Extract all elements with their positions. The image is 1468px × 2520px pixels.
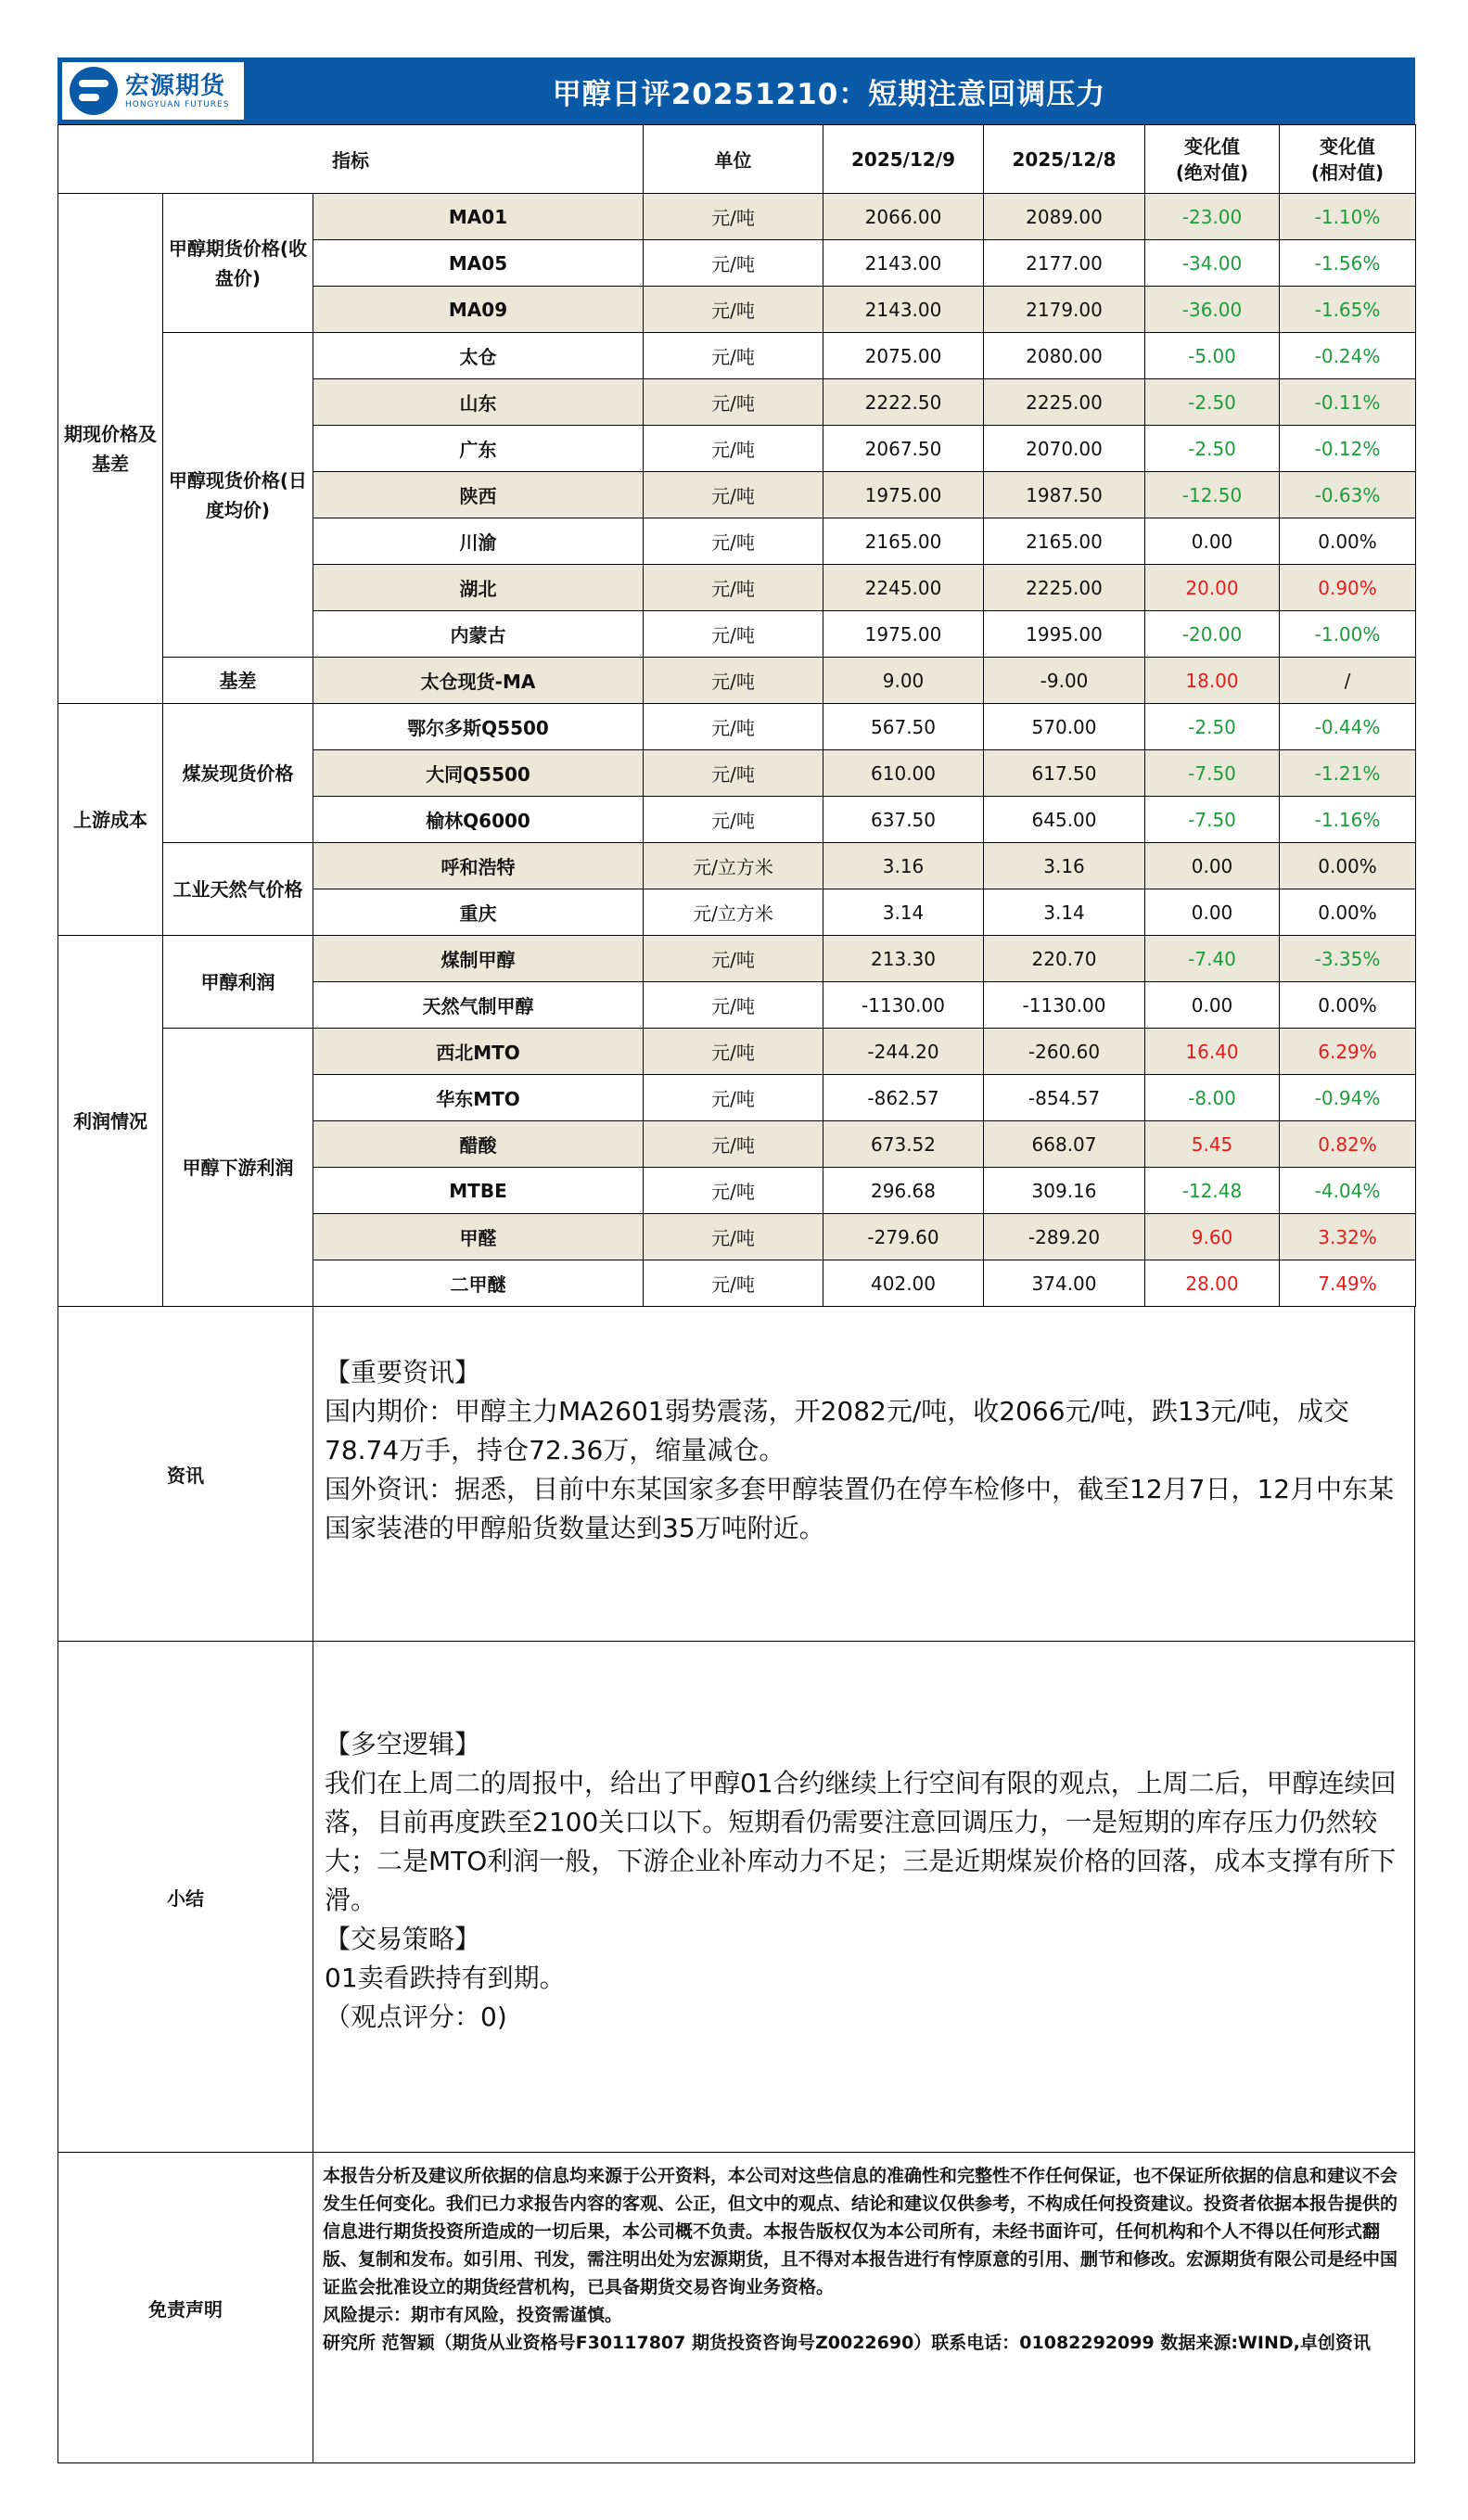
abs-change: -2.50 <box>1145 379 1280 426</box>
indicator-name: MTBE <box>313 1168 644 1214</box>
category-spot-basis: 期现价格及基差 <box>58 194 163 704</box>
unit-cell: 元/吨 <box>644 1121 823 1168</box>
value-date-2: -1130.00 <box>984 982 1145 1029</box>
rel-change: -1.16% <box>1280 797 1416 843</box>
value-date-1: 610.00 <box>823 750 984 797</box>
col-indicator: 指标 <box>58 125 644 194</box>
col-date-2: 2025/12/8 <box>984 125 1145 194</box>
value-date-2: 2165.00 <box>984 518 1145 565</box>
disclaimer-section <box>57 2153 1415 2463</box>
rel-change: 0.82% <box>1280 1121 1416 1168</box>
value-date-2: 2225.00 <box>984 565 1145 611</box>
abs-change: 0.00 <box>1145 843 1280 889</box>
unit-cell: 元/吨 <box>644 472 823 518</box>
unit-cell: 元/吨 <box>644 240 823 287</box>
summary-content <box>313 1642 1414 2152</box>
indicator-name: MA01 <box>313 194 644 240</box>
abs-change: -7.50 <box>1145 797 1280 843</box>
value-date-2: 3.16 <box>984 843 1145 889</box>
value-date-1: 402.00 <box>823 1260 984 1307</box>
col-unit: 单位 <box>644 125 823 194</box>
unit-cell: 元/吨 <box>644 518 823 565</box>
value-date-2: 2225.00 <box>984 379 1145 426</box>
indicator-name: 煤制甲醇 <box>313 936 644 982</box>
summary-section <box>57 1642 1415 2153</box>
value-date-1: -862.57 <box>823 1075 984 1121</box>
value-date-2: 570.00 <box>984 704 1145 750</box>
disclaimer-text: 本报告分析及建议所依据的信息均来源于公开资料，本公司对这些信息的准确性和完整性不作任何保证，也不保证所依据的信息和建议不会发生任何变化。我们已力求报告内容的客观、公正，但文中的观点、结论和建议仅供参考，不构成任何投资建议。投资者依据本报告提供的信息进行期货投资所造成的一切后果，本公司概不负责。本报告版权仅为本公司所有，未经书面许可，任何机构和个人不得以任何形式翻版、复制和发布。如引用、刊发，需注明出处为宏源期货，且不得对本报告进行有悖原意的引用、删节和修改。宏源期货有限公司是经中国证监会批准设立的期货经营机构，已具备期货交易咨询业务资格。 <box>323 2166 1398 2297</box>
logic-heading: 【多空逻辑】 <box>325 1729 481 1759</box>
abs-change: -7.40 <box>1145 936 1280 982</box>
news-foreign: 国外资讯：据悉，目前中东某国家多套甲醇装置仍在停车检修中，截至12月7日，12月中东某国家装港的甲醇船货数量达到35万吨附近。 <box>325 1474 1395 1543</box>
col-date-1: 2025/12/9 <box>823 125 984 194</box>
abs-change: -7.50 <box>1145 750 1280 797</box>
indicator-name: 天然气制甲醇 <box>313 982 644 1029</box>
category-upstream-cost: 上游成本 <box>58 704 163 936</box>
value-date-1: 2143.00 <box>823 287 984 333</box>
summary-label: 小结 <box>58 1642 313 2152</box>
value-date-1: 2245.00 <box>823 565 984 611</box>
sub-spot-price: 甲醇现货价格(日度均价) <box>163 333 313 658</box>
unit-cell: 元/吨 <box>644 750 823 797</box>
rel-change: 7.49% <box>1280 1260 1416 1307</box>
indicator-name: 大同Q5500 <box>313 750 644 797</box>
sub-basis: 基差 <box>163 658 313 704</box>
logo-name-cn: 宏源期货 <box>125 72 226 100</box>
value-date-2: -854.57 <box>984 1075 1145 1121</box>
rel-change: 0.00% <box>1280 889 1416 936</box>
abs-change: 16.40 <box>1145 1029 1280 1075</box>
unit-cell: 元/吨 <box>644 982 823 1029</box>
unit-cell: 元/吨 <box>644 797 823 843</box>
value-date-2: -260.60 <box>984 1029 1145 1075</box>
news-content <box>313 1307 1414 1641</box>
rel-change: -0.11% <box>1280 379 1416 426</box>
abs-change: -2.50 <box>1145 704 1280 750</box>
value-date-2: 1995.00 <box>984 611 1145 658</box>
value-date-1: 673.52 <box>823 1121 984 1168</box>
abs-change: 0.00 <box>1145 889 1280 936</box>
rel-change: -0.94% <box>1280 1075 1416 1121</box>
rel-change: -1.21% <box>1280 750 1416 797</box>
value-date-1: 2075.00 <box>823 333 984 379</box>
view-score: （观点评分：0) <box>325 2002 507 2032</box>
disclaimer-label: 免责声明 <box>58 2153 313 2462</box>
abs-change: 0.00 <box>1145 518 1280 565</box>
unit-cell: 元/吨 <box>644 1260 823 1307</box>
indicator-name: 鄂尔多斯Q5500 <box>313 704 644 750</box>
unit-cell: 元/吨 <box>644 1075 823 1121</box>
value-date-2: 1987.50 <box>984 472 1145 518</box>
unit-cell: 元/吨 <box>644 333 823 379</box>
indicator-name: 重庆 <box>313 889 644 936</box>
news-section <box>57 1307 1415 1642</box>
report <box>57 58 1415 2463</box>
abs-change: 18.00 <box>1145 658 1280 704</box>
table-row <box>58 333 1416 379</box>
table-row <box>58 194 1416 240</box>
indicator-name: 湖北 <box>313 565 644 611</box>
indicator-name: 山东 <box>313 379 644 426</box>
indicator-name: 华东MTO <box>313 1075 644 1121</box>
value-date-1: 3.16 <box>823 843 984 889</box>
indicator-name: 榆林Q6000 <box>313 797 644 843</box>
col-rel-change: 变化值 (相对值) <box>1280 125 1416 194</box>
abs-change: -8.00 <box>1145 1075 1280 1121</box>
category-profit: 利润情况 <box>58 936 163 1307</box>
unit-cell: 元/吨 <box>644 658 823 704</box>
unit-cell: 元/立方米 <box>644 889 823 936</box>
unit-cell: 元/吨 <box>644 1214 823 1260</box>
value-date-1: 637.50 <box>823 797 984 843</box>
unit-cell: 元/吨 <box>644 287 823 333</box>
value-date-2: 220.70 <box>984 936 1145 982</box>
rel-change: -1.00% <box>1280 611 1416 658</box>
rel-change: 0.90% <box>1280 565 1416 611</box>
rel-change: -0.63% <box>1280 472 1416 518</box>
abs-change: 5.45 <box>1145 1121 1280 1168</box>
unit-cell: 元/吨 <box>644 936 823 982</box>
rel-change: -0.12% <box>1280 426 1416 472</box>
value-date-2: 374.00 <box>984 1260 1145 1307</box>
value-date-2: 3.14 <box>984 889 1145 936</box>
abs-change: -20.00 <box>1145 611 1280 658</box>
value-date-2: 617.50 <box>984 750 1145 797</box>
value-date-2: 2177.00 <box>984 240 1145 287</box>
table-row <box>58 1029 1416 1075</box>
col-abs-change: 变化值 (绝对值) <box>1145 125 1280 194</box>
indicator-name: 二甲醚 <box>313 1260 644 1307</box>
indicator-name: 川渝 <box>313 518 644 565</box>
value-date-1: 9.00 <box>823 658 984 704</box>
abs-change: -12.50 <box>1145 472 1280 518</box>
rel-change: -1.10% <box>1280 194 1416 240</box>
rel-change: -0.24% <box>1280 333 1416 379</box>
table-header-row <box>58 125 1416 194</box>
news-domestic: 国内期价：甲醇主力MA2601弱势震荡，开2082元/吨，收2066元/吨，跌13元/吨，成交78.74万手，持仓72.36万，缩量减仓。 <box>325 1396 1350 1465</box>
rel-change: -3.35% <box>1280 936 1416 982</box>
value-date-2: 2080.00 <box>984 333 1145 379</box>
unit-cell: 元/吨 <box>644 704 823 750</box>
value-date-1: 2143.00 <box>823 240 984 287</box>
rel-change: -4.04% <box>1280 1168 1416 1214</box>
logic-text: 我们在上周二的周报中，给出了甲醇01合约继续上行空间有限的观点，上周二后，甲醇连续回落，目前再度跌至2100关口以下。短期看仍需要注意回调压力，一是短期的库存压力仍然较大；二是MTO利润一般，下游企业补库动力不足；三是近期煤炭价格的回落，成本支撑有所下滑。 <box>325 1768 1397 1915</box>
table-row <box>58 843 1416 889</box>
news-heading: 【重要资讯】 <box>325 1357 481 1388</box>
value-date-2: 2089.00 <box>984 194 1145 240</box>
rel-change: / <box>1280 658 1416 704</box>
unit-cell: 元/吨 <box>644 379 823 426</box>
report-header <box>57 58 1415 124</box>
table-row <box>58 658 1416 704</box>
value-date-1: 1975.00 <box>823 472 984 518</box>
value-date-2: 309.16 <box>984 1168 1145 1214</box>
rel-change: 0.00% <box>1280 518 1416 565</box>
unit-cell: 元/吨 <box>644 1029 823 1075</box>
indicator-name: MA09 <box>313 287 644 333</box>
table-row <box>58 704 1416 750</box>
logo-icon <box>70 67 118 115</box>
indicator-name: MA05 <box>313 240 644 287</box>
table-row <box>58 936 1416 982</box>
unit-cell: 元/吨 <box>644 611 823 658</box>
rel-change: 0.00% <box>1280 843 1416 889</box>
value-date-2: -9.00 <box>984 658 1145 704</box>
logo-name-en: HONGYUAN FUTURES <box>125 100 230 109</box>
rel-change: -1.65% <box>1280 287 1416 333</box>
report-title: 甲醇日评20251210：短期注意回调压力 <box>552 77 1106 111</box>
value-date-1: 1975.00 <box>823 611 984 658</box>
strategy-heading: 【交易策略】 <box>325 1924 481 1954</box>
indicator-name: 呼和浩特 <box>313 843 644 889</box>
indicator-name: 陕西 <box>313 472 644 518</box>
value-date-1: 296.68 <box>823 1168 984 1214</box>
abs-change: 9.60 <box>1145 1214 1280 1260</box>
sub-coal-price: 煤炭现货价格 <box>163 704 313 843</box>
abs-change: -12.48 <box>1145 1168 1280 1214</box>
value-date-1: -244.20 <box>823 1029 984 1075</box>
abs-change: 20.00 <box>1145 565 1280 611</box>
value-date-1: 2067.50 <box>823 426 984 472</box>
rel-change: 0.00% <box>1280 982 1416 1029</box>
strategy-text: 01卖看跌持有到期。 <box>325 1963 566 1993</box>
indicator-name: 太仓 <box>313 333 644 379</box>
author-info: 研究所 范智颖（期货从业资格号F30117807 期货投资咨询号Z0022690）联系电话：01082292099 数据来源:WIND,卓创资讯 <box>323 2333 1371 2353</box>
value-date-1: -1130.00 <box>823 982 984 1029</box>
indicator-name: 内蒙古 <box>313 611 644 658</box>
rel-change: -0.44% <box>1280 704 1416 750</box>
value-date-2: 2179.00 <box>984 287 1145 333</box>
abs-change: -34.00 <box>1145 240 1280 287</box>
abs-change: -36.00 <box>1145 287 1280 333</box>
indicator-name: 醋酸 <box>313 1121 644 1168</box>
disclaimer-content <box>313 2153 1414 2462</box>
indicator-name: 太仓现货-MA <box>313 658 644 704</box>
unit-cell: 元/吨 <box>644 1168 823 1214</box>
sub-futures-price: 甲醇期货价格(收盘价) <box>163 194 313 333</box>
risk-warning: 风险提示：期市有风险，投资需谨慎。 <box>323 2305 623 2325</box>
value-date-2: 2070.00 <box>984 426 1145 472</box>
sub-downstream-profit: 甲醇下游利润 <box>163 1029 313 1307</box>
unit-cell: 元/吨 <box>644 565 823 611</box>
value-date-1: 2222.50 <box>823 379 984 426</box>
unit-cell: 元/立方米 <box>644 843 823 889</box>
company-logo <box>62 62 244 120</box>
indicator-name: 西北MTO <box>313 1029 644 1075</box>
news-label: 资讯 <box>58 1307 313 1641</box>
abs-change: -23.00 <box>1145 194 1280 240</box>
indicator-table <box>57 124 1416 1307</box>
rel-change: 6.29% <box>1280 1029 1416 1075</box>
value-date-1: 2066.00 <box>823 194 984 240</box>
value-date-1: 2165.00 <box>823 518 984 565</box>
sub-gas-price: 工业天然气价格 <box>163 843 313 936</box>
abs-change: -5.00 <box>1145 333 1280 379</box>
value-date-2: 668.07 <box>984 1121 1145 1168</box>
abs-change: 0.00 <box>1145 982 1280 1029</box>
value-date-1: 3.14 <box>823 889 984 936</box>
indicator-name: 广东 <box>313 426 644 472</box>
rel-change: 3.32% <box>1280 1214 1416 1260</box>
abs-change: -2.50 <box>1145 426 1280 472</box>
indicator-name: 甲醛 <box>313 1214 644 1260</box>
value-date-2: -289.20 <box>984 1214 1145 1260</box>
unit-cell: 元/吨 <box>644 194 823 240</box>
unit-cell: 元/吨 <box>644 426 823 472</box>
sub-methanol-profit: 甲醇利润 <box>163 936 313 1029</box>
value-date-1: 213.30 <box>823 936 984 982</box>
abs-change: 28.00 <box>1145 1260 1280 1307</box>
rel-change: -1.56% <box>1280 240 1416 287</box>
value-date-1: 567.50 <box>823 704 984 750</box>
value-date-1: -279.60 <box>823 1214 984 1260</box>
value-date-2: 645.00 <box>984 797 1145 843</box>
